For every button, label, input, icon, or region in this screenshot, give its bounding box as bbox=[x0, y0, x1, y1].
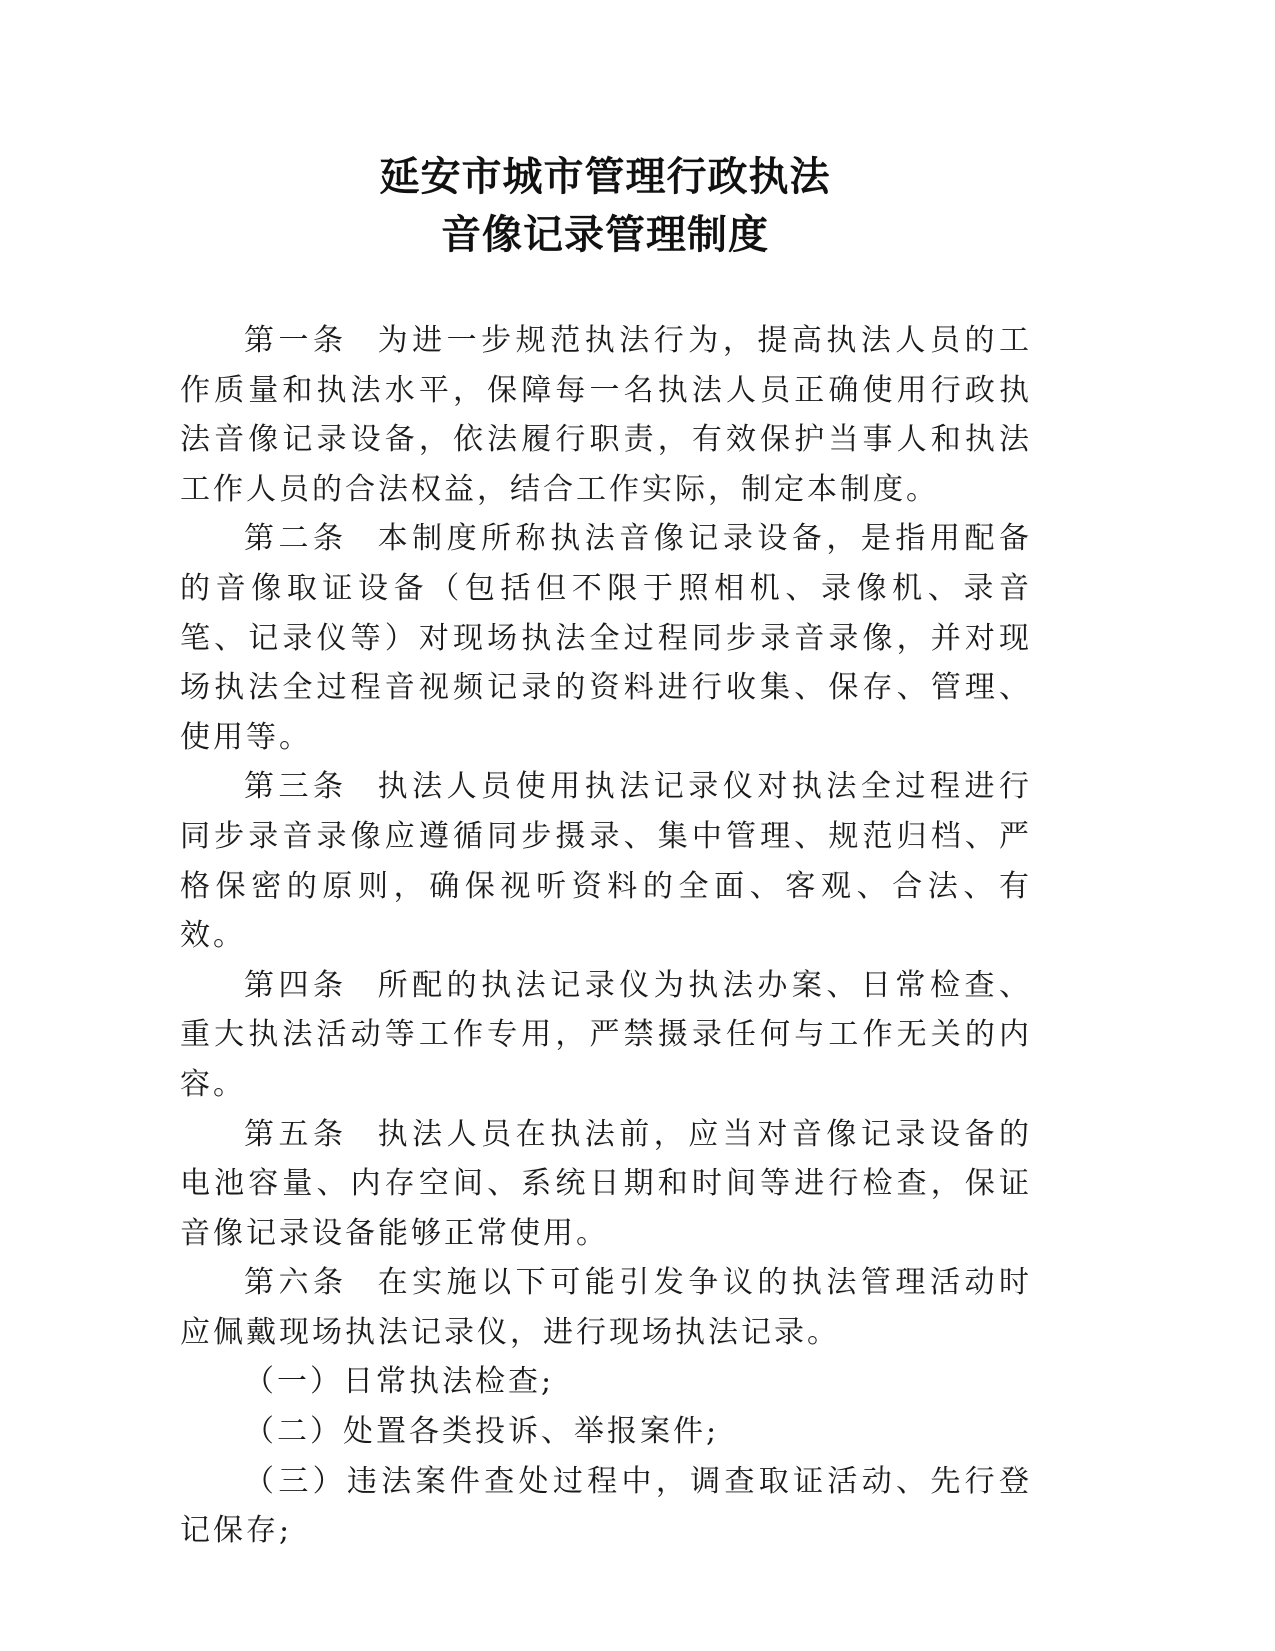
article-1-paragraph bbox=[180, 316, 1032, 514]
list-item-2 bbox=[180, 1407, 1032, 1457]
article-number: 第五条 bbox=[244, 1116, 348, 1152]
article-number: 第四条 bbox=[244, 967, 348, 1003]
article-text: 本制度所称执法音像记录设备，是指用配备的音像取证设备（包括但不限于照相机、录像机、录音笔、记录仪等）对现场执法全过程同步录音录像，并对现场执法全过程音视频记录的资料进行收集、保存、管理、使用等。 bbox=[180, 521, 1033, 755]
list-item-text: （三）违法案件查处过程中，调查取证活动、先行登记保存; bbox=[180, 1463, 1032, 1549]
article-text: 为进一步规范执法行为，提高执法人员的工作质量和执法水平，保障每一名执法人员正确使用行政执法音像记录设备，依法履行职责，有效保护当事人和执法工作人员的合法权益，结合工作实际，制定本制度。 bbox=[180, 323, 1033, 507]
article-6-paragraph bbox=[180, 1258, 1032, 1357]
title-line-1: 延安市城市管理行政执法 bbox=[379, 153, 831, 200]
article-4-paragraph bbox=[180, 961, 1032, 1110]
article-number: 第三条 bbox=[244, 769, 348, 805]
list-item-3 bbox=[180, 1457, 1032, 1556]
article-number: 第六条 bbox=[244, 1265, 348, 1301]
list-item-1 bbox=[180, 1357, 1032, 1407]
article-3-paragraph bbox=[180, 762, 1032, 960]
article-text: 在实施以下可能引发争议的执法管理活动时应佩戴现场执法记录仪，进行现场执法记录。 bbox=[180, 1265, 1033, 1350]
article-text: 执法人员使用执法记录仪对执法全过程进行同步录音录像应遵循同步摄录、集中管理、规范归档、严格保密的原则，确保视听资料的全面、客观、合法、有效。 bbox=[180, 769, 1033, 954]
document-title bbox=[0, 148, 1210, 264]
article-text: 所配的执法记录仪为执法办案、日常检查、重大执法活动等工作专用，严禁摄录任何与工作无关的内容。 bbox=[180, 967, 1033, 1102]
article-text: 执法人员在执法前，应当对音像记录设备的电池容量、内存空间、系统日期和时间等进行检查，保证音像记录设备能够正常使用。 bbox=[180, 1116, 1033, 1251]
list-item-text: （二）处置各类投诉、举报案件; bbox=[244, 1414, 720, 1450]
document-body bbox=[180, 316, 1032, 1556]
article-number: 第一条 bbox=[244, 323, 348, 358]
article-5-paragraph bbox=[180, 1110, 1032, 1259]
title-line-2: 音像记录管理制度 bbox=[441, 211, 769, 258]
list-item-text: （一）日常执法检查; bbox=[244, 1364, 555, 1400]
article-number: 第二条 bbox=[244, 521, 348, 557]
article-2-paragraph bbox=[180, 514, 1032, 762]
